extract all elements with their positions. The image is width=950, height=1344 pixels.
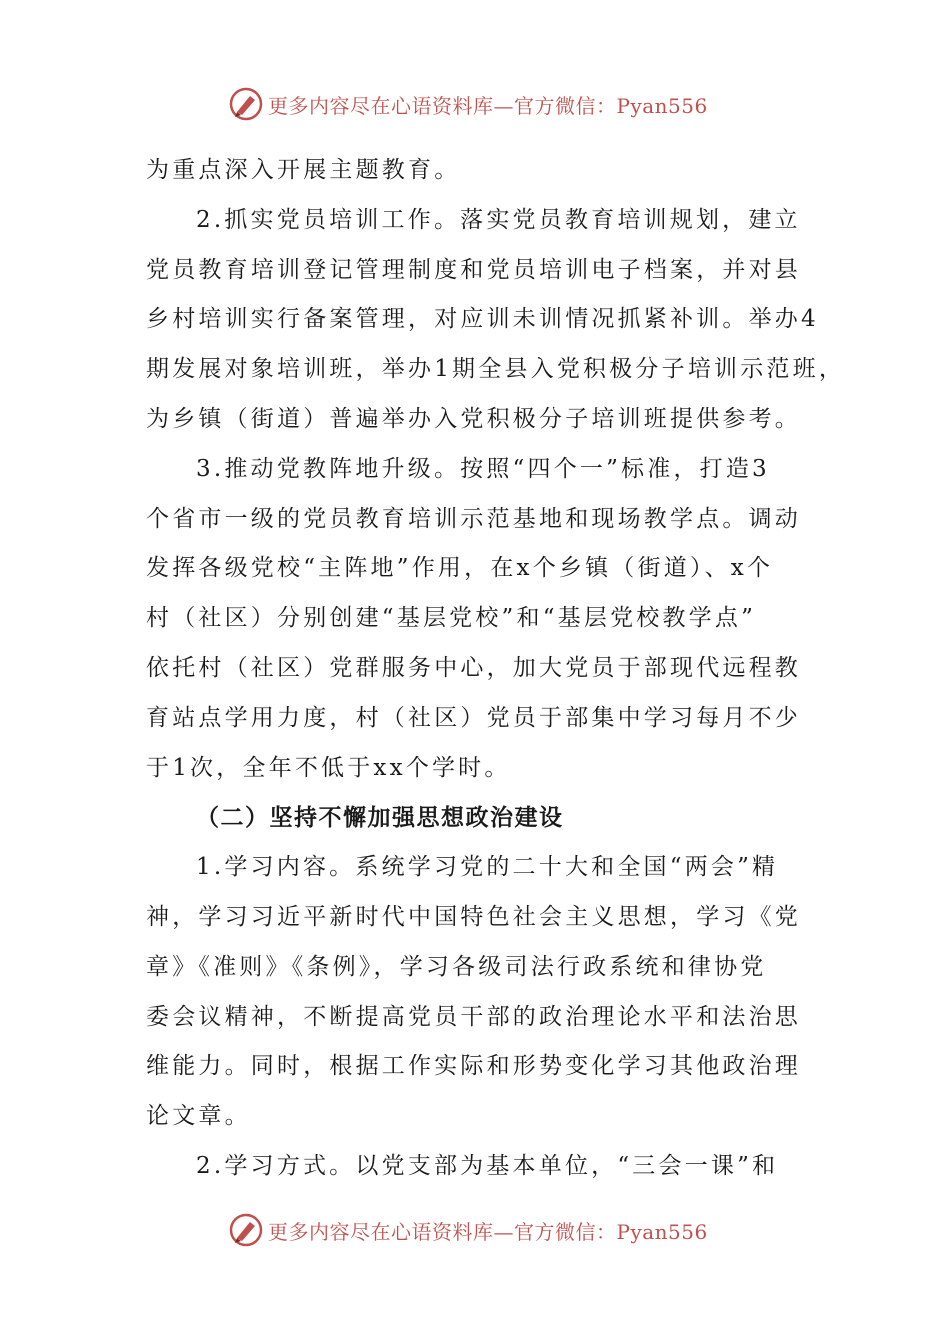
text-line: 3.推动党教阵地升级。按照“四个一”标准，打造3 [196,455,770,482]
text-line: 期发展对象培训班，举办1期全县入党积极分子培训示范班， [146,356,846,383]
text-line: 1.学习内容。系统学习党的二十大和全国“两会”精 [196,854,779,881]
text-line: 委会议精神，不断提高党员干部的政治理论水平和法治思 [146,1003,801,1030]
text-line: 2.学习方式。以党支部为基本单位，“三会一课”和 [196,1152,779,1179]
text-line: 论文章。 [146,1103,251,1130]
text-line: 为重点深入开展主题教育。 [146,157,461,183]
text-line: 党员教育培训登记管理制度和党员培训电子档案，并对县 [146,256,801,283]
pen-logo-icon [228,1212,264,1248]
section-heading: （二）坚持不懈加强思想政治建设 [196,804,564,832]
text-line: 依托村（社区）党群服务中心，加大党员于部现代远程教 [146,654,801,681]
text-line: 2.抓实党员培训工作。落实党员教育培训规划，建立 [196,206,801,233]
text-line: 个省市一级的党员教育培训示范基地和现场教学点。调动 [146,505,801,532]
text-line: 维能力。同时，根据工作实际和形势变化学习其他政治理 [146,1053,801,1080]
watermark-text: 更多内容尽在心语资料库—官方微信：Pyan556 [268,93,708,118]
text-line: 乡村培训实行备案管理，对应训未训情况抓紧补训。举办4 [146,306,819,333]
text-line: 发挥各级党校“主阵地”作用，在x个乡镇（街道）、x个 [146,555,774,582]
text-line: 于1次，全年不低于xx个学时。 [146,754,511,781]
text-line: 为乡镇（街道）普遍举办入党积极分子培训班提供参考。 [146,405,801,432]
watermark-text: 更多内容尽在心语资料库—官方微信：Pyan556 [268,1219,708,1244]
text-line: 神，学习习近平新时代中国特色社会主义思想，学习《党 [146,903,801,930]
text-line: 育站点学用力度，村（社区）党员于部集中学习每月不少 [146,704,801,731]
text-line: 村（社区）分别创建“基层党校”和“基层党校教学点” [146,605,757,632]
watermark-footer [228,1212,708,1248]
text-line: 章》《准则》《条例》，学习各级司法行政系统和律协党 [146,953,767,980]
watermark-header [228,86,708,122]
pen-logo-icon [228,86,264,122]
document-body [146,146,846,1192]
